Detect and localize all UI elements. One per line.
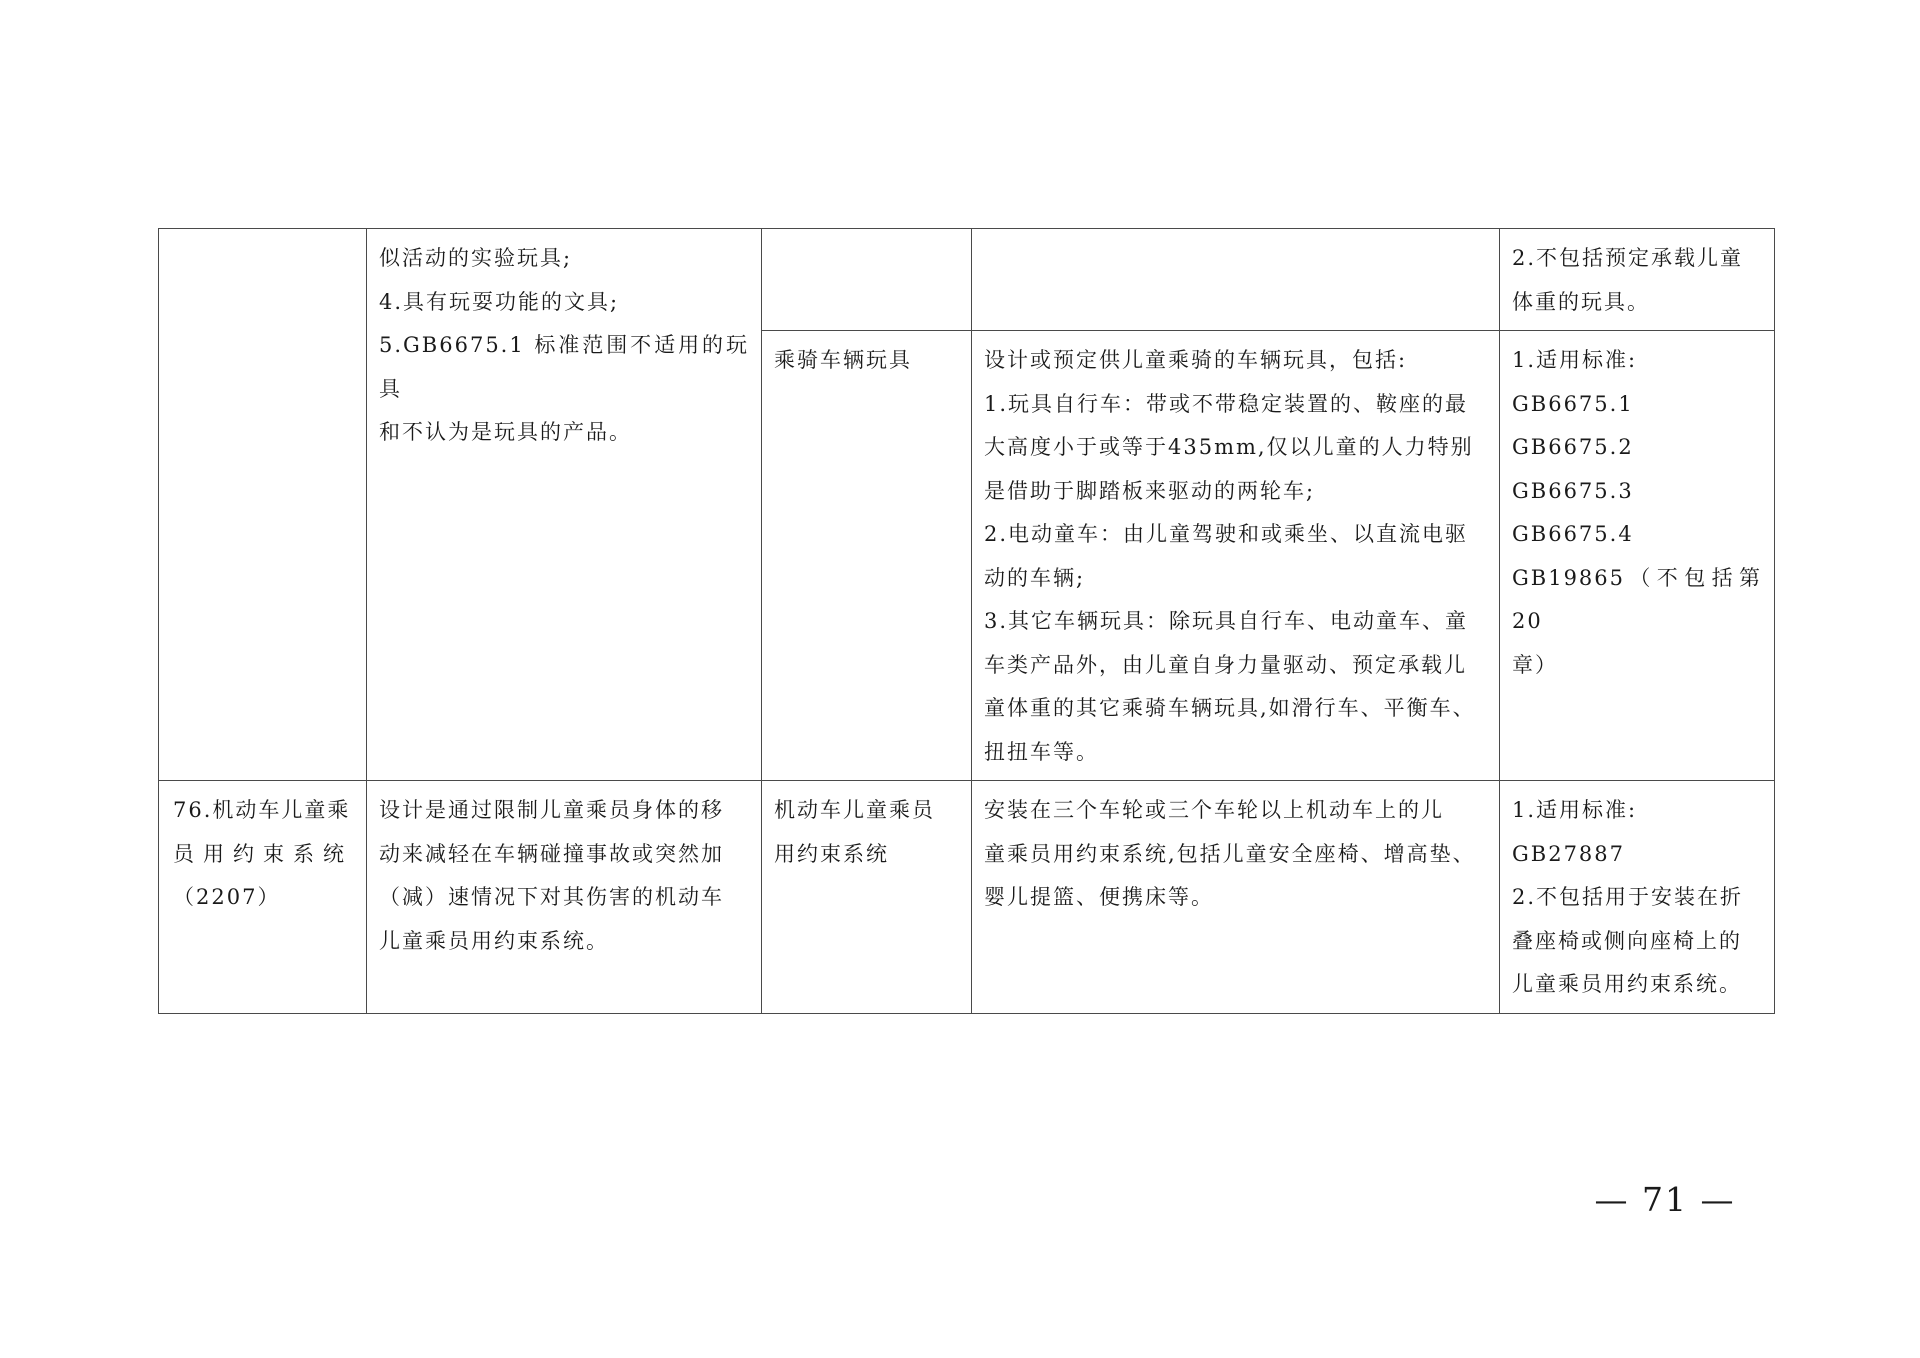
subcategory-cell xyxy=(762,331,972,781)
description-line: 车类产品外，由儿童自身力量驱动、预定承载儿 xyxy=(984,652,1467,677)
definition-line: 似活动的实验玩具; xyxy=(379,246,573,270)
definition-line: 动来减轻在车辆碰撞事故或突然加 xyxy=(379,841,724,866)
description-line: 扭扭车等。 xyxy=(984,739,1099,764)
page-number: — 71 — xyxy=(1594,1180,1736,1219)
standards-line: 儿童乘员用约束系统。 xyxy=(1512,972,1742,996)
description-cell-empty xyxy=(972,229,1500,331)
description-line: 设计或预定供儿童乘骑的车辆玩具，包括: xyxy=(984,348,1408,372)
subcategory-cell xyxy=(762,781,972,1014)
standards-line: GB6675.4 xyxy=(1512,522,1634,546)
description-line: 2.电动童车：由儿童驾驶和或乘坐、以直流电驱 xyxy=(984,522,1469,546)
definition-line: （减）速情况下对其伤害的机动车 xyxy=(379,885,724,909)
description-line: 大高度小于或等于435mm,仅以儿童的人力特别 xyxy=(984,435,1474,459)
table-row xyxy=(159,781,1775,1014)
standards-line: GB6675.2 xyxy=(1512,435,1634,459)
standards-cell xyxy=(1500,781,1775,1014)
standards-cell xyxy=(1500,331,1775,781)
table-row xyxy=(159,229,1775,331)
note-line: 2.不包括预定承载儿童 xyxy=(1512,246,1744,270)
standards-line: 1.适用标准: xyxy=(1512,798,1638,822)
category-line: 员用约束系统 xyxy=(173,841,353,866)
description-line: 是借助于脚踏板来驱动的两轮车; xyxy=(984,478,1316,503)
standards-line: GB27887 xyxy=(1512,841,1626,866)
standards-line: 叠座椅或侧向座椅上的 xyxy=(1512,928,1742,953)
note-line: 体重的玩具。 xyxy=(1512,289,1650,314)
description-line: 童体重的其它乘骑车辆玩具,如滑行车、平衡车、 xyxy=(984,696,1476,720)
category-cell xyxy=(159,781,367,1014)
description-line: 1.玩具自行车：带或不带稳定装置的、鞍座的最 xyxy=(984,391,1469,416)
standards-line: GB6675.1 xyxy=(1512,391,1634,416)
description-line: 3.其它车辆玩具：除玩具自行车、电动童车、童 xyxy=(984,609,1469,633)
definition-line: 儿童乘员用约束系统。 xyxy=(379,928,609,953)
standards-line: 2.不包括用于安装在折 xyxy=(1512,885,1744,909)
definition-line: 5.GB6675.1 标准范围不适用的玩具 xyxy=(379,333,749,401)
description-cell xyxy=(972,331,1500,781)
definition-line: 4.具有玩耍功能的文具; xyxy=(379,289,620,314)
note-cell-continued xyxy=(1500,229,1775,331)
standards-line: 章） xyxy=(1512,652,1558,677)
definition-cell-continued xyxy=(367,229,762,781)
category-line: （2207） xyxy=(173,885,281,909)
description-line: 婴儿提篮、便携床等。 xyxy=(984,885,1214,909)
description-line: 动的车辆; xyxy=(984,565,1086,590)
description-line: 童乘员用约束系统,包括儿童安全座椅、增高垫、 xyxy=(984,841,1476,866)
description-line: 安装在三个车轮或三个车轮以上机动车上的儿 xyxy=(984,798,1444,822)
definition-cell xyxy=(367,781,762,1014)
subcategory-cell-empty xyxy=(762,229,972,331)
standards-line: GB6675.3 xyxy=(1512,478,1634,503)
category-line: 76.机动车儿童乘 xyxy=(173,798,351,822)
category-cell-continued xyxy=(159,229,367,781)
standards-line: 1.适用标准: xyxy=(1512,348,1638,372)
subcategory-line: 用约束系统 xyxy=(774,841,889,866)
product-catalog-table xyxy=(158,228,1775,1014)
subcategory-line: 机动车儿童乘员 xyxy=(774,798,935,822)
definition-line: 和不认为是玩具的产品。 xyxy=(379,420,632,444)
description-cell xyxy=(972,781,1500,1014)
standards-line: GB19865（不包括第 20 xyxy=(1512,565,1762,633)
definition-line: 设计是通过限制儿童乘员身体的移 xyxy=(379,798,724,822)
subcategory-label: 乘骑车辆玩具 xyxy=(774,348,912,372)
